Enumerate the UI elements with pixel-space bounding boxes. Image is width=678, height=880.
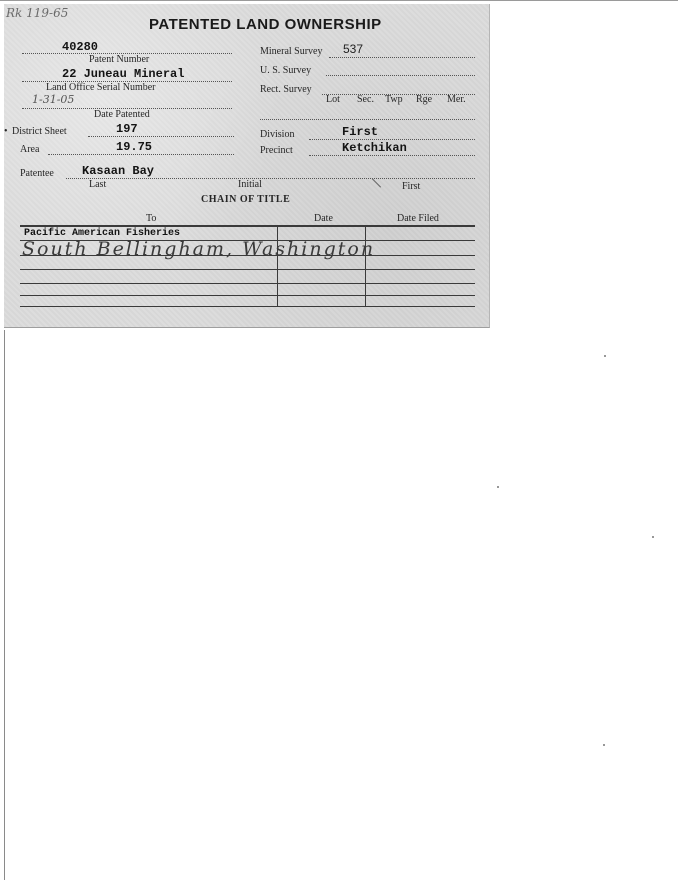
- table-row-rule: [20, 269, 475, 270]
- first-label: First: [402, 181, 421, 192]
- sec-label: Sec.: [357, 94, 374, 105]
- lot-label: Lot: [326, 94, 340, 105]
- table-bottom-rule: [20, 306, 475, 307]
- division-value: First: [342, 125, 379, 139]
- chain-of-title-heading: CHAIN OF TITLE: [201, 194, 291, 205]
- division-label: Division: [260, 129, 295, 140]
- mineral-survey-line: [329, 57, 475, 58]
- rge-label: Rge: [416, 94, 433, 105]
- date-patented-label: Date Patented: [94, 109, 150, 120]
- district-sheet-line: [88, 136, 234, 137]
- scan-speck: [603, 744, 605, 746]
- precinct-label: Precinct: [260, 145, 293, 156]
- serial-number-value: 22 Juneau Mineral: [62, 67, 185, 81]
- mineral-survey-value: 537: [343, 42, 364, 56]
- district-sheet-value: 197: [116, 122, 138, 136]
- us-survey-label: U. S. Survey: [260, 65, 312, 76]
- division-line: [309, 139, 475, 140]
- scan-speck: [604, 355, 606, 357]
- initial-label: Initial: [238, 179, 262, 190]
- precinct-value: Ketchikan: [342, 141, 407, 155]
- table-row-to: South Bellingham, Washington: [22, 238, 376, 260]
- patentee-label: Patentee: [20, 168, 54, 179]
- serial-number-label: Land Office Serial Number: [46, 82, 156, 93]
- precinct-line: [309, 155, 475, 156]
- twp-label: Twp: [385, 94, 403, 105]
- mer-label: Mer.: [447, 94, 466, 105]
- scan-speck: [497, 486, 499, 488]
- rect-survey-entry-line: [260, 119, 475, 120]
- table-row-rule: [20, 295, 475, 296]
- pen-mark: [372, 178, 381, 187]
- table-row-rule: [20, 283, 475, 284]
- area-line: [48, 154, 234, 155]
- date-patented-value: 1-31-05: [32, 93, 75, 106]
- patentee-line: [66, 178, 475, 179]
- area-label: Area: [20, 144, 40, 155]
- table-row-to: Pacific American Fisheries: [24, 228, 181, 239]
- column-date-header: Date: [314, 213, 333, 224]
- page-left-border: [4, 330, 5, 880]
- card-title: PATENTED LAND OWNERSHIP: [149, 16, 382, 33]
- corner-note: Rk 119-65: [6, 6, 69, 20]
- scan-speck: [652, 536, 654, 538]
- page-top-border: [0, 0, 678, 1]
- patent-number-label: Patent Number: [89, 54, 150, 65]
- last-label: Last: [89, 179, 107, 190]
- patent-number-value: 40280: [62, 40, 99, 54]
- patentee-value: Kasaan Bay: [82, 164, 155, 178]
- district-sheet-marker: •: [4, 126, 8, 137]
- district-sheet-label: District Sheet: [12, 126, 67, 137]
- us-survey-line: [326, 75, 475, 76]
- land-ownership-card: [4, 4, 490, 328]
- rect-survey-label: Rect. Survey: [260, 84, 312, 95]
- column-to-header: To: [146, 213, 157, 224]
- mineral-survey-label: Mineral Survey: [260, 46, 323, 57]
- column-date-filed-header: Date Filed: [397, 213, 439, 224]
- table-top-rule: [20, 225, 475, 227]
- area-value: 19.75: [116, 140, 153, 154]
